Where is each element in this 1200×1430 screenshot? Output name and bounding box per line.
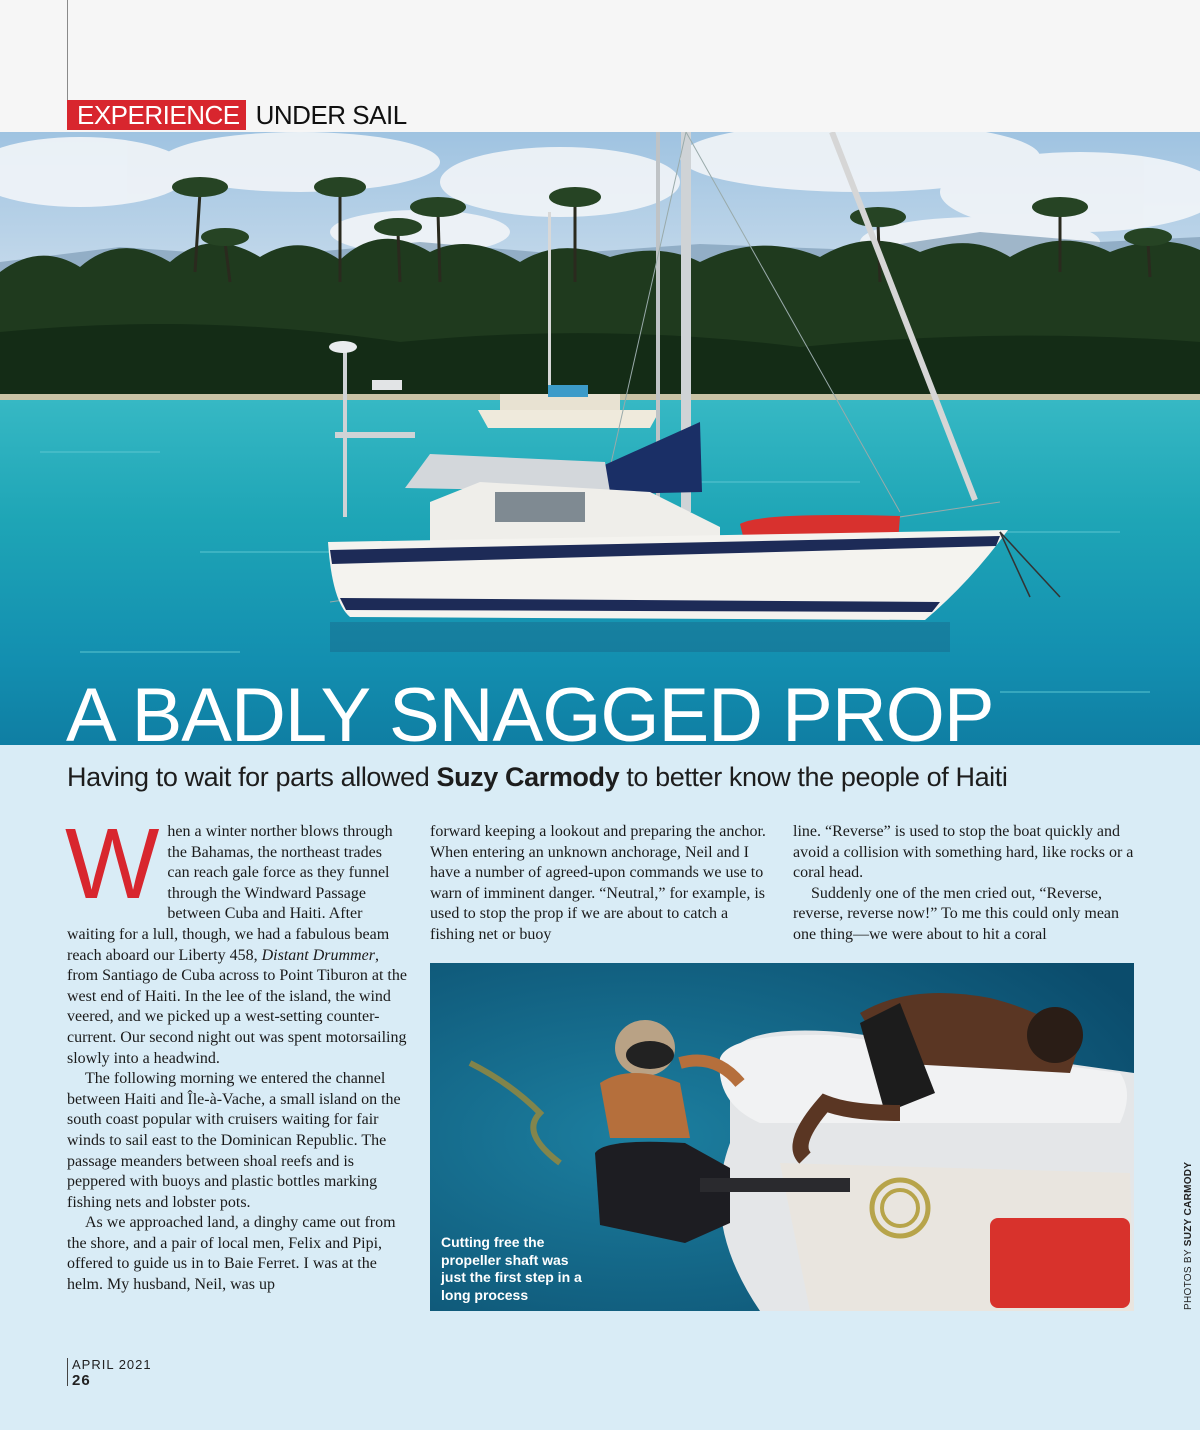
boat-name: Distant Drummer [261,946,375,964]
paragraph-reverse: line. “Reverse” is used to stop the boat quickly and avoid a collision with something hard, like rocks or a coral head. [793,823,1134,882]
section-tag-primary: EXPERIENCE [67,100,246,130]
section-tag-secondary: UNDER SAIL [255,100,407,130]
credit-prefix: PHOTOS BY [1183,1246,1194,1310]
folio-rule [67,1358,68,1386]
paragraph-channel: The following morning we entered the channel between Haiti and Île-à-Vache, a small island on the south coast popular with cruisers waiting for fair winds to sail east to the Dominican Republic. The passage meanders between shoal reefs and is peppered with buoys and plastic bottles marking fishing nets and lobster pots. [67,1070,401,1211]
dek-author: Suzy Carmody [436,762,620,792]
article-column-3 [793,822,1138,946]
photo-caption: Cutting free the propeller shaft was just the first step in a long process [441,1234,582,1303]
paragraph-opening [65,808,407,1069]
article-column-1 [65,808,407,1296]
paragraph-commands: forward keeping a lookout and preparing the anchor. When entering an unknown anchorage, Neil and I have a number of agreed-upon commands we use to warn of imminent danger. “Neutral,” for example, is used to stop the prop if we are about to catch a fishing net or buoy [430,823,766,943]
dek [67,760,1007,794]
folio-issue-date: APRIL 2021 [72,1357,152,1372]
opening-text: hen a winter norther blows through the Bahamas, the northeast trades can reach gale force as they funnel through the Windward Passage between Cuba and Haiti. After waiting for a lull, though, we had a fabulous beam reach aboard our Liberty 458, [67,823,393,964]
headline: A BADLY SNAGGED PROP [66,673,994,758]
article-column-2 [430,822,775,946]
opening-text-end: , from Santiago de Cuba across to Point Tiburon at the west end of Haiti. In the lee of the island, the wind veered, and we picked up a west-setting counter-current. Our second night out was spent motorsailing slowly into a headwind. [67,946,407,1067]
drop-cap: W [65,808,160,920]
folio-page-number: 26 [72,1372,91,1389]
photo-credit [1183,1162,1194,1310]
credit-name: SUZY CARMODY [1183,1161,1194,1247]
dek-text-after: to better know the people of Haiti [619,762,1008,792]
dek-text-before: Having to wait for parts allowed [67,762,437,792]
hero-photo-sailboat [0,132,1200,745]
paragraph-suddenly: Suddenly one of the men cried out, “Reverse, reverse, reverse now!” To me this could only mean one thing—we were about to hit a coral [793,884,1120,943]
section-tag [67,100,407,130]
paragraph-approach: As we approached land, a dinghy came out from the shore, and a pair of local men, Felix and Pipi, offered to guide us in to Baie Ferret. I was at the helm. My husband, Neil, was up [67,1214,396,1294]
